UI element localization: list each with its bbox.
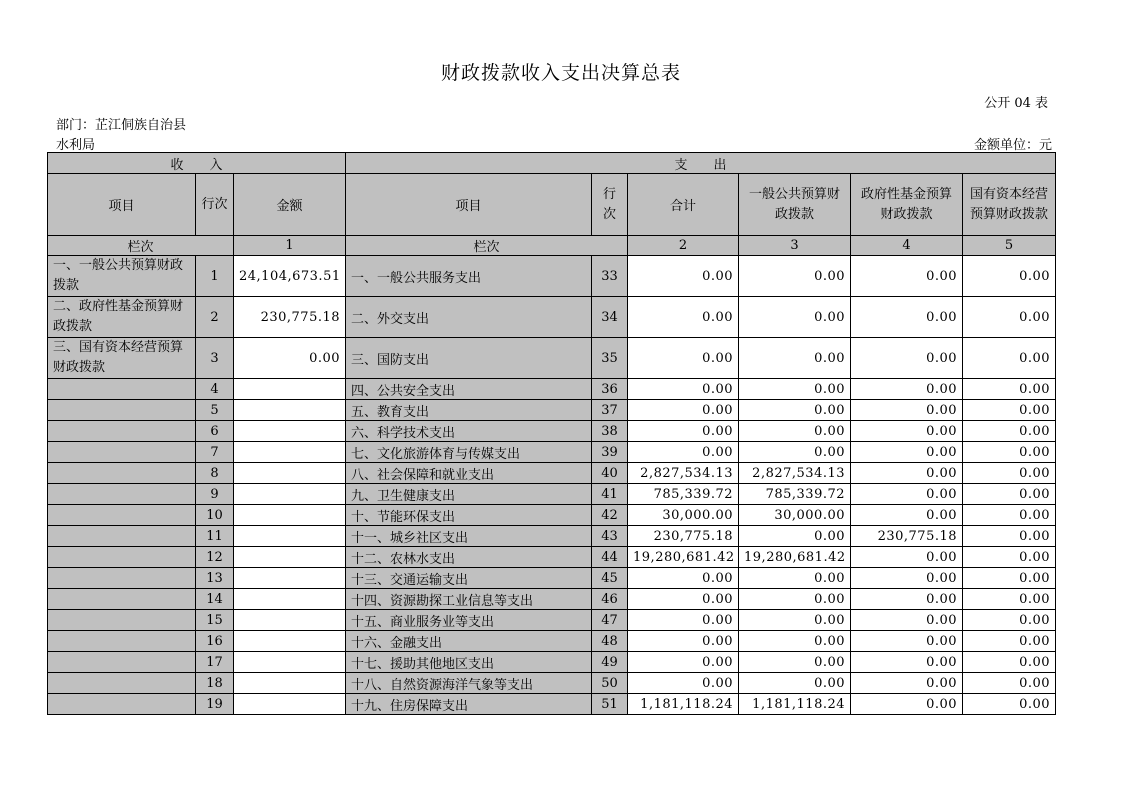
unit-name: 水利局 (56, 138, 96, 153)
income-row-number: 3 (196, 338, 234, 379)
expense-item: 三、国防支出 (346, 338, 592, 379)
fund-budget-amount: 0.00 (851, 484, 963, 505)
table-row (48, 400, 1056, 421)
total-amount: 0.00 (628, 297, 739, 338)
expense-item: 十三、交通运输支出 (346, 568, 592, 589)
general-budget-amount: 0.00 (739, 589, 851, 610)
income-amount (234, 421, 346, 442)
table-row (48, 379, 1056, 400)
department-label: 部门：芷江侗族自治县 (56, 118, 187, 133)
general-budget-amount: 0.00 (739, 526, 851, 547)
expense-row-number: 44 (592, 547, 628, 568)
income-amount (234, 526, 346, 547)
expense-item: 十六、金融支出 (346, 631, 592, 652)
general-budget-amount: 0.00 (739, 379, 851, 400)
expense-item: 十五、商业服务业等支出 (346, 610, 592, 631)
expense-row-number: 35 (592, 338, 628, 379)
total-amount: 0.00 (628, 652, 739, 673)
table-row (48, 610, 1056, 631)
expense-item-header: 项目 (346, 174, 592, 236)
total-header: 合计 (628, 174, 739, 236)
expense-row-number: 43 (592, 526, 628, 547)
total-amount: 230,775.18 (628, 526, 739, 547)
general-budget-amount: 0.00 (739, 421, 851, 442)
fund-budget-amount: 0.00 (851, 568, 963, 589)
income-item: 三、国有资本经营预算财政拨款 (48, 338, 196, 379)
state-capital-amount: 0.00 (963, 442, 1056, 463)
table-row (48, 338, 1056, 379)
income-item (48, 484, 196, 505)
table-row (48, 484, 1056, 505)
state-capital-amount: 0.00 (963, 610, 1056, 631)
general-budget-amount: 785,339.72 (739, 484, 851, 505)
expense-row-number: 47 (592, 610, 628, 631)
expense-row-number: 50 (592, 673, 628, 694)
col-label-income: 栏次 (48, 236, 234, 256)
total-amount: 0.00 (628, 568, 739, 589)
money-unit-label: 金额单位：元 (973, 138, 1052, 153)
table-row (48, 442, 1056, 463)
table-row (48, 673, 1056, 694)
income-row-number: 8 (196, 463, 234, 484)
fund-budget-amount: 0.00 (851, 463, 963, 484)
income-row-number: 5 (196, 400, 234, 421)
general-budget-header: 一般公共预算财政拨款 (739, 174, 851, 236)
income-amount (234, 547, 346, 568)
budget-table (47, 152, 1056, 715)
state-capital-amount: 0.00 (963, 589, 1056, 610)
table-row (48, 631, 1056, 652)
state-capital-amount: 0.00 (963, 673, 1056, 694)
expense-item: 十一、城乡社区支出 (346, 526, 592, 547)
general-budget-amount: 0.00 (739, 652, 851, 673)
fund-budget-amount: 0.00 (851, 421, 963, 442)
income-amount: 24,104,673.51 (234, 256, 346, 297)
table-row (48, 547, 1056, 568)
col-4: 4 (851, 236, 963, 256)
general-budget-amount: 0.00 (739, 673, 851, 694)
income-amount (234, 505, 346, 526)
expense-row-number: 41 (592, 484, 628, 505)
expense-item: 九、卫生健康支出 (346, 484, 592, 505)
general-budget-amount: 2,827,534.13 (739, 463, 851, 484)
income-row-number: 7 (196, 442, 234, 463)
general-budget-amount: 1,181,118.24 (739, 694, 851, 715)
income-amount (234, 673, 346, 694)
income-item (48, 547, 196, 568)
fund-budget-amount: 0.00 (851, 338, 963, 379)
state-capital-amount: 0.00 (963, 297, 1056, 338)
total-amount: 0.00 (628, 256, 739, 297)
income-amount: 0.00 (234, 338, 346, 379)
table-row (48, 652, 1056, 673)
table-row (48, 463, 1056, 484)
expense-row-number: 48 (592, 631, 628, 652)
total-amount: 785,339.72 (628, 484, 739, 505)
income-amount (234, 610, 346, 631)
expense-row-number: 39 (592, 442, 628, 463)
income-row-number: 13 (196, 568, 234, 589)
general-budget-amount: 0.00 (739, 400, 851, 421)
income-amount (234, 442, 346, 463)
expense-row-number: 45 (592, 568, 628, 589)
income-item (48, 526, 196, 547)
expense-item: 一、一般公共服务支出 (346, 256, 592, 297)
total-amount: 0.00 (628, 338, 739, 379)
expense-item: 四、公共安全支出 (346, 379, 592, 400)
expense-row-number: 51 (592, 694, 628, 715)
income-amount (234, 484, 346, 505)
expense-row-number: 38 (592, 421, 628, 442)
state-capital-amount: 0.00 (963, 652, 1056, 673)
expense-item: 十七、援助其他地区支出 (346, 652, 592, 673)
expense-item: 二、外交支出 (346, 297, 592, 338)
income-row-number: 11 (196, 526, 234, 547)
expense-row-number: 40 (592, 463, 628, 484)
table-row (48, 694, 1056, 715)
table-row (48, 256, 1056, 297)
income-amount (234, 694, 346, 715)
total-amount: 0.00 (628, 442, 739, 463)
fund-budget-amount: 0.00 (851, 631, 963, 652)
table-row (48, 297, 1056, 338)
col-2: 2 (628, 236, 739, 256)
general-budget-amount: 0.00 (739, 442, 851, 463)
income-item (48, 631, 196, 652)
total-amount: 0.00 (628, 610, 739, 631)
fund-budget-amount: 0.00 (851, 547, 963, 568)
income-item (48, 379, 196, 400)
state-capital-amount: 0.00 (963, 484, 1056, 505)
income-item: 一、一般公共预算财政拨款 (48, 256, 196, 297)
expense-row-number: 46 (592, 589, 628, 610)
general-budget-amount: 30,000.00 (739, 505, 851, 526)
form-code: 公开 04 表 (984, 96, 1048, 111)
income-amount (234, 568, 346, 589)
page-title: 财政拨款收入支出决算总表 (440, 62, 681, 84)
income-item (48, 652, 196, 673)
income-amount (234, 589, 346, 610)
table-row (48, 589, 1056, 610)
table-row (48, 568, 1056, 589)
table-row (48, 421, 1056, 442)
state-capital-header: 国有资本经营预算财政拨款 (963, 174, 1056, 236)
general-budget-amount: 0.00 (739, 610, 851, 631)
total-amount: 0.00 (628, 421, 739, 442)
fund-budget-amount: 0.00 (851, 379, 963, 400)
income-item (48, 463, 196, 484)
income-row-number: 1 (196, 256, 234, 297)
income-row-number: 17 (196, 652, 234, 673)
state-capital-amount: 0.00 (963, 379, 1056, 400)
fund-budget-amount: 0.00 (851, 673, 963, 694)
income-amount: 230,775.18 (234, 297, 346, 338)
income-row-number: 14 (196, 589, 234, 610)
col-1: 1 (234, 236, 346, 256)
income-row-number: 16 (196, 631, 234, 652)
expense-row-number: 42 (592, 505, 628, 526)
table-row (48, 505, 1056, 526)
expense-item: 十二、农林水支出 (346, 547, 592, 568)
income-row-number: 9 (196, 484, 234, 505)
income-amount (234, 652, 346, 673)
state-capital-amount: 0.00 (963, 631, 1056, 652)
income-item (48, 568, 196, 589)
income-row-number: 4 (196, 379, 234, 400)
expense-row-number: 34 (592, 297, 628, 338)
income-item (48, 421, 196, 442)
expense-item: 十四、资源勘探工业信息等支出 (346, 589, 592, 610)
expense-row-number: 49 (592, 652, 628, 673)
state-capital-amount: 0.00 (963, 421, 1056, 442)
state-capital-amount: 0.00 (963, 400, 1056, 421)
income-item (48, 673, 196, 694)
total-amount: 2,827,534.13 (628, 463, 739, 484)
income-amount (234, 379, 346, 400)
income-amount (234, 400, 346, 421)
state-capital-amount: 0.00 (963, 463, 1056, 484)
expense-item: 七、文化旅游体育与传媒支出 (346, 442, 592, 463)
fund-budget-amount: 0.00 (851, 297, 963, 338)
expense-rowno-header: 行次 (592, 174, 628, 236)
income-item (48, 442, 196, 463)
expense-item: 十、节能环保支出 (346, 505, 592, 526)
total-amount: 0.00 (628, 589, 739, 610)
income-item: 二、政府性基金预算财政拨款 (48, 297, 196, 338)
fund-budget-amount: 230,775.18 (851, 526, 963, 547)
expense-row-number: 33 (592, 256, 628, 297)
general-budget-amount: 0.00 (739, 568, 851, 589)
total-amount: 19,280,681.42 (628, 547, 739, 568)
income-row-number: 10 (196, 505, 234, 526)
total-amount: 1,181,118.24 (628, 694, 739, 715)
expense-row-number: 37 (592, 400, 628, 421)
income-item (48, 505, 196, 526)
col-label-expense: 栏次 (346, 236, 628, 256)
income-row-number: 18 (196, 673, 234, 694)
total-amount: 30,000.00 (628, 505, 739, 526)
expense-item: 十八、自然资源海洋气象等支出 (346, 673, 592, 694)
general-budget-amount: 0.00 (739, 631, 851, 652)
state-capital-amount: 0.00 (963, 568, 1056, 589)
total-amount: 0.00 (628, 631, 739, 652)
income-row-number: 19 (196, 694, 234, 715)
expense-header: 支 出 (346, 153, 1056, 174)
income-row-number: 6 (196, 421, 234, 442)
income-item-header: 项目 (48, 174, 196, 236)
state-capital-amount: 0.00 (963, 338, 1056, 379)
expense-item: 十九、住房保障支出 (346, 694, 592, 715)
fund-budget-amount: 0.00 (851, 694, 963, 715)
fund-budget-amount: 0.00 (851, 256, 963, 297)
col-5: 5 (963, 236, 1056, 256)
fund-budget-amount: 0.00 (851, 610, 963, 631)
income-amount (234, 631, 346, 652)
state-capital-amount: 0.00 (963, 694, 1056, 715)
income-row-number: 15 (196, 610, 234, 631)
expense-item: 五、教育支出 (346, 400, 592, 421)
income-row-number: 12 (196, 547, 234, 568)
amount-header: 金额 (234, 174, 346, 236)
fund-budget-amount: 0.00 (851, 652, 963, 673)
general-budget-amount: 19,280,681.42 (739, 547, 851, 568)
state-capital-amount: 0.00 (963, 505, 1056, 526)
col-3: 3 (739, 236, 851, 256)
income-rowno-header: 行次 (196, 174, 234, 236)
expense-item: 八、社会保障和就业支出 (346, 463, 592, 484)
income-row-number: 2 (196, 297, 234, 338)
table-row (48, 526, 1056, 547)
fund-budget-amount: 0.00 (851, 505, 963, 526)
fund-budget-amount: 0.00 (851, 400, 963, 421)
expense-row-number: 36 (592, 379, 628, 400)
fund-budget-amount: 0.00 (851, 442, 963, 463)
fund-budget-amount: 0.00 (851, 589, 963, 610)
total-amount: 0.00 (628, 673, 739, 694)
total-amount: 0.00 (628, 400, 739, 421)
income-item (48, 400, 196, 421)
general-budget-amount: 0.00 (739, 338, 851, 379)
income-item (48, 589, 196, 610)
general-budget-amount: 0.00 (739, 256, 851, 297)
fund-budget-header: 政府性基金预算财政拨款 (851, 174, 963, 236)
total-amount: 0.00 (628, 379, 739, 400)
state-capital-amount: 0.00 (963, 547, 1056, 568)
income-header: 收 入 (48, 153, 346, 174)
income-amount (234, 463, 346, 484)
state-capital-amount: 0.00 (963, 526, 1056, 547)
state-capital-amount: 0.00 (963, 256, 1056, 297)
income-item (48, 610, 196, 631)
general-budget-amount: 0.00 (739, 297, 851, 338)
income-item (48, 694, 196, 715)
expense-item: 六、科学技术支出 (346, 421, 592, 442)
